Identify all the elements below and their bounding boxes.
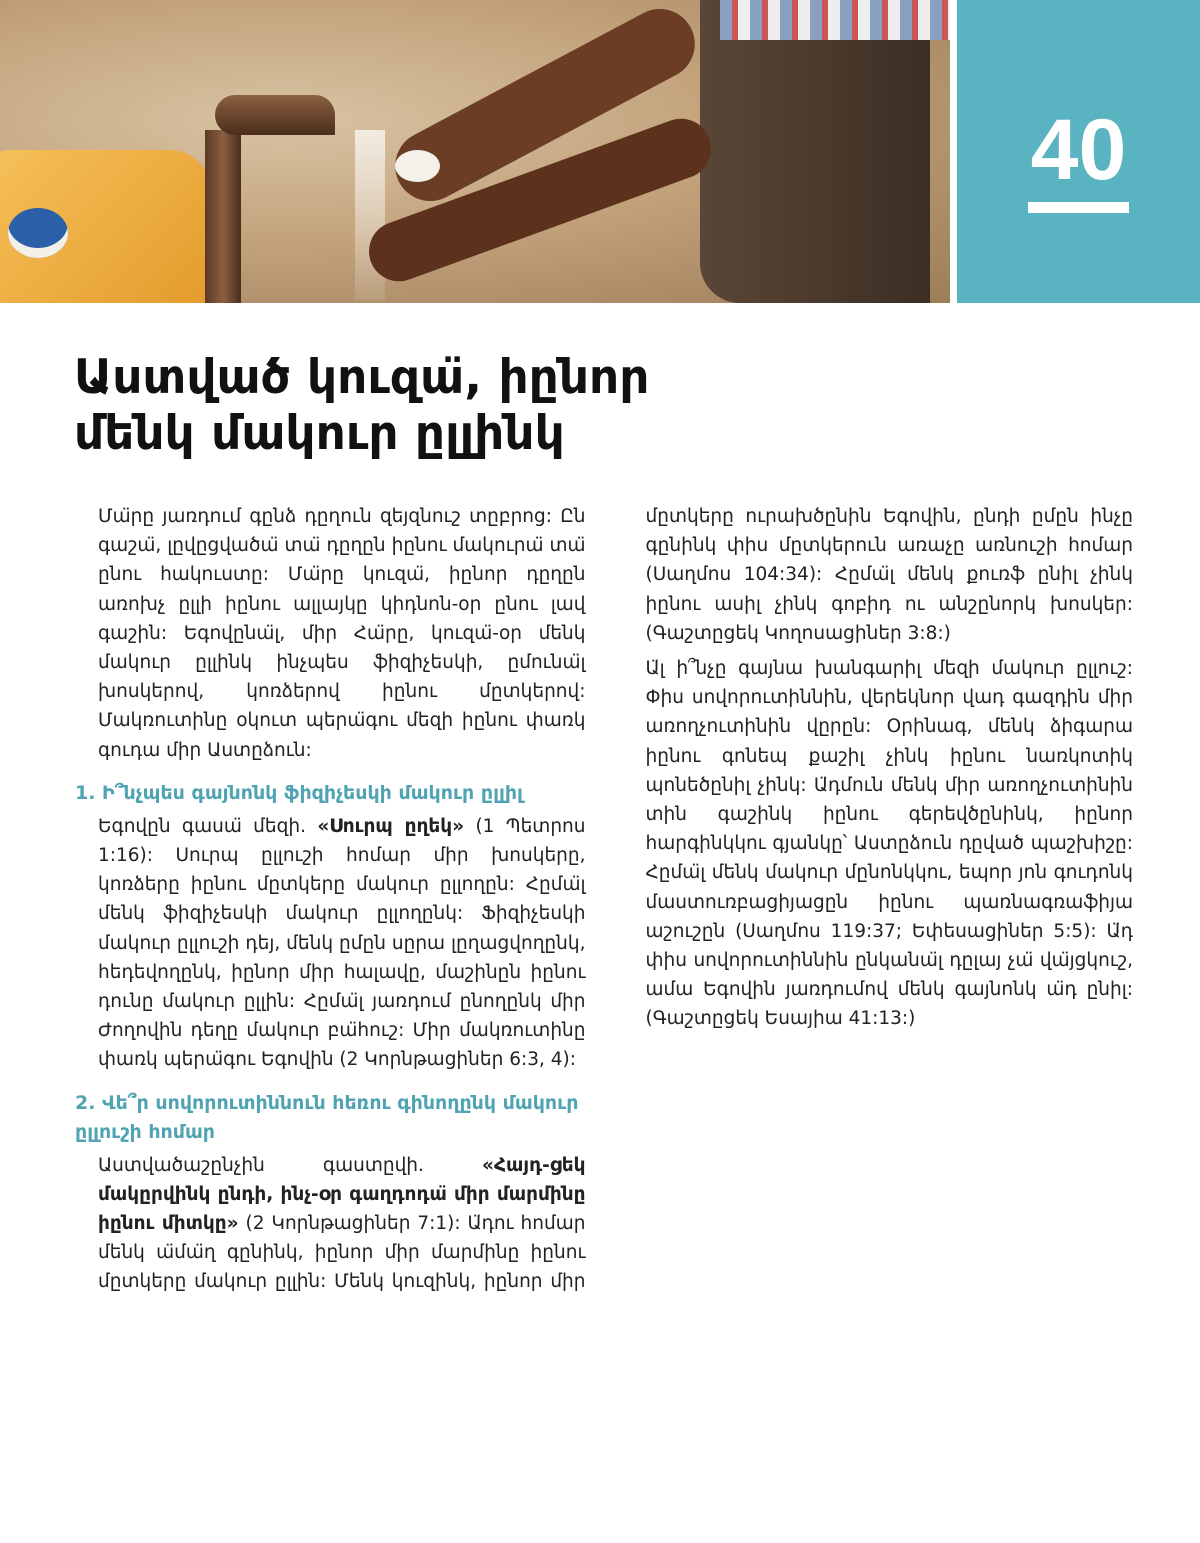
section-heading: 1. Ի՞նչպես գայնոնկ ֆիզիչեսկի մակուր ըլլիլ (75, 781, 523, 804)
soap-image (395, 150, 440, 182)
section-paragraph (98, 812, 586, 1075)
faucet-tap-image (215, 95, 335, 135)
article-body (75, 502, 1133, 1317)
scripture-quote: «Սուրպ ըղեկ» (317, 815, 465, 837)
section-paragraph: Ա̈լ ի՞նչը գայնա խանգարիլ մեզի մակուր ըլլուշ: Փիս սովորուտիննին, վերեկնոր վադ գազդին միր առողչուտինին վըրըն: Օրինագ, մենկ ձիգարա իընու գոնեպ քաշիլ չինկ իընու նառկոտիկ պոնեծընիլ չինկ: Ա̈դմուն մենկ միր առողչուտինին տին գաշինկ իընու գերեվծընինկ, իընոր հարգինկկու գյանկը՝ Աստըձուն դըված պաշխիշը: Հըմա̈լ մենկ մակուր մընոնկկու, եպոր յոն գուդոնկ մաստուռբացիյացըն իընու պառնագռաֆիյա աշուշըն (Սաղմոս 119:37; Եփեսացիներ 5:5): Ա̈դ փիս սովորուտիննին ընկանա̈լ դըլայ չա̈ վա̈յցկուշ, ամա Եգովին յառդումով մենկ գայնոնկ ա̈դ ընիլ: (Գաշտըցեկ Եսայիա 41:13:) (645, 658, 1133, 1030)
paragraph-text: (1 Պետրոս 1:16): Սուրպ ըլլուշի հոմար միր խոսկերը, կոռձերը իընու մըտկերը մակուր ըլլողըն: Հըմա̈լ մենկ ֆիզիչեսկի մակուր ըլլողընկ: Ֆիզիչեսկի մակուր ըլլուշի դեյ, մենկ ըմըն սըրա լըղացվողընկ, հեդեվողընկ, իընոր միր հալավը, մաշինըն իընու դունը մակուր ըլլին: Հըմա̈լ յառդում ընողընկ միր Ժողովին դեղը մակուր բա̈հուշ: Միր մակռուտինը փառկ պերա̈գու Եգովին (2 Կորնթացիներ 6:3, 4): (98, 815, 586, 1071)
lesson-number-underline (1028, 202, 1129, 213)
plaid-shirt-image (720, 0, 950, 40)
faucet-pipe-image (205, 130, 241, 303)
paragraph-text: (2 Կորնթացիներ 7:1): Ա̈դու հոմար մենկ ա̈մա̈ղ գընինկ, իընոր միր մարմինը իընու մըտկերը մակուր ըլլին: Մենկ կուզինկ, իընոր միր մըտկերը ուրախծընին Եգովին, ընդի ըմըն ինչը գընինկ փիս մըտկերուն առաչը առնուշի հոմար (Սաղմոս 104:34): Հըմա̈լ մենկ քուռֆ ընիլ չինկ իընու ասիլ չինկ գոբիդ ու անշընորկ խոսկեր: (Գաշտըցեկ Կողոսացիներ 3:8:) (98, 506, 1133, 1293)
page-title: Աստված կուզա̈, իընոր մենկ մակուր ըլլինկ (74, 350, 650, 461)
paragraph-text: Եգովըն գասա̈ մեզի. (98, 815, 318, 837)
hero-photo-handwashing (0, 0, 950, 303)
lesson-number: 40 (1030, 102, 1127, 198)
scripture-quote: «Հայդ-ցեկ մակըրվինկ ընդի, ինչ-օր գաղդոդա̈ միր մարմինը իընու միտկը» (98, 1154, 586, 1235)
lesson-number-badge (957, 0, 1200, 303)
person-legs-image (700, 0, 930, 303)
intro-paragraph: Մա̈րը յառդում գընձ դըղուն զեյզնուշ տըբրոց: Ըն գաշա̈, լըվըցվածա̈ տա̈ դըղըն իընու մակուրա̈ տա̈ ընու հակուստը: Մա̈րը կուզա̈, իընոր դըղըն առոխչ ըլլի իընու ալլայկը կիդնոն-օր ընու լավ գաշին: Եգովընա̈լ, միր Հա̈րը, կուզա̈-օր մենկ մակուր ըլլինկ ինչպես ֆիզիչեսկի, ըմունա̈լ խոսկերով, կոռձերով իընու մըտկերով: Մակռուտինը օկուտ պերա̈գու մեզի իընու փառկ գուդա միր Աստըձուն: (98, 506, 586, 761)
paragraph-text: Աստվածաշընչին գաստըվի. (98, 1154, 483, 1176)
jug-cap-image (8, 208, 68, 258)
section-heading: 2. Վե՞ր սովորուտիննուն հեռու գինողընկ մակուր ըլլուշի հոմար (75, 1091, 579, 1143)
